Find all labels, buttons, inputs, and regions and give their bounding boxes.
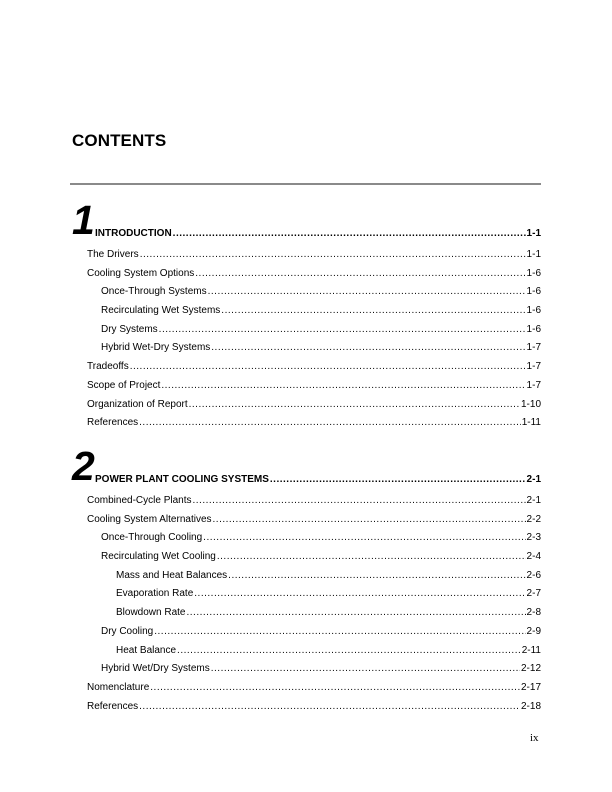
chapter-page: 2-1 xyxy=(526,474,541,485)
dot-leader xyxy=(195,269,525,279)
dot-leader xyxy=(130,362,526,372)
dot-leader xyxy=(139,418,521,428)
dot-leader xyxy=(186,608,525,618)
dot-leader xyxy=(140,250,526,260)
chapter-heading xyxy=(72,197,541,243)
entry-label: Once-Through Systems xyxy=(101,286,207,298)
entry-label: Recirculating Wet Systems xyxy=(101,305,221,317)
entry-page: 1-6 xyxy=(526,286,541,298)
entry-label: Dry Cooling xyxy=(101,625,154,637)
toc-entry[interactable] xyxy=(72,343,541,362)
toc-entry[interactable] xyxy=(72,381,541,400)
dot-leader xyxy=(211,343,525,353)
entry-page: 2-3 xyxy=(526,532,541,544)
dot-leader xyxy=(154,627,525,637)
entry-label: Tradeoffs xyxy=(87,361,129,373)
entry-page: 2-9 xyxy=(526,625,541,637)
entry-label: The Drivers xyxy=(87,249,139,260)
entry-label: Scope of Project xyxy=(87,379,161,391)
toc-entry[interactable] xyxy=(72,608,541,627)
title-divider xyxy=(70,183,541,185)
entry-label: Dry Systems xyxy=(101,323,158,335)
toc-chapter-link[interactable] xyxy=(95,229,541,239)
entry-page: 2-11 xyxy=(521,644,541,656)
entry-label: Cooling System Options xyxy=(87,267,195,279)
entry-page: 1-11 xyxy=(521,417,541,429)
toc-chapter-2 xyxy=(72,443,541,720)
dot-leader xyxy=(213,515,526,525)
toc-entry[interactable] xyxy=(72,250,541,269)
toc-entry[interactable] xyxy=(72,269,541,288)
entry-label: Combined-Cycle Plants xyxy=(87,495,192,506)
entry-label: Recirculating Wet Cooling xyxy=(101,551,216,563)
dot-leader xyxy=(217,552,526,562)
dot-leader xyxy=(270,475,526,485)
entry-label: Hybrid Wet-Dry Systems xyxy=(101,342,211,354)
toc-entry[interactable] xyxy=(72,589,541,608)
toc-chapter-1 xyxy=(72,197,541,437)
page-number: ix xyxy=(530,732,539,744)
toc-entries xyxy=(72,250,541,437)
entry-page: 2-1 xyxy=(526,495,541,506)
toc-entry[interactable] xyxy=(72,306,541,325)
toc-entry[interactable] xyxy=(72,702,541,721)
toc-chapter-link[interactable] xyxy=(95,475,541,485)
page-title: CONTENTS xyxy=(72,131,167,150)
entry-page: 2-12 xyxy=(520,663,541,675)
toc-entry[interactable] xyxy=(72,664,541,683)
toc-entry[interactable] xyxy=(72,571,541,590)
toc-entry[interactable] xyxy=(72,533,541,552)
entry-label: Cooling System Alternatives xyxy=(87,513,212,525)
entry-label: Nomenclature xyxy=(87,681,150,693)
entry-page: 1-10 xyxy=(520,398,541,410)
chapter-title: INTRODUCTION xyxy=(95,228,172,239)
entry-page: 2-17 xyxy=(520,681,541,693)
chapter-title: POWER PLANT COOLING SYSTEMS xyxy=(95,474,269,485)
toc-entry[interactable] xyxy=(72,400,541,419)
dot-leader xyxy=(203,533,525,543)
toc-entry[interactable] xyxy=(72,362,541,381)
toc-entries xyxy=(72,496,541,720)
dot-leader xyxy=(208,287,526,297)
entry-label: References xyxy=(87,417,139,429)
dot-leader xyxy=(150,683,520,693)
entry-label: Hybrid Wet/Dry Systems xyxy=(101,663,210,675)
entry-label: Organization of Report xyxy=(87,398,188,410)
entry-page: 2-2 xyxy=(526,513,541,525)
toc-entry[interactable] xyxy=(72,552,541,571)
chapter-heading xyxy=(72,443,541,489)
entry-label: Once-Through Cooling xyxy=(101,532,203,544)
dot-leader xyxy=(228,571,525,581)
chapter-number: 1 xyxy=(72,197,93,243)
entry-page: 1-1 xyxy=(526,249,541,260)
entry-page: 2-7 xyxy=(526,588,541,600)
toc-entry[interactable] xyxy=(72,287,541,306)
dot-leader xyxy=(221,306,525,316)
entry-page: 2-4 xyxy=(526,551,541,563)
entry-label: Mass and Heat Balances xyxy=(116,569,228,581)
entry-page: 1-6 xyxy=(526,267,541,279)
entry-label: References xyxy=(87,700,139,712)
entry-label: Blowdown Rate xyxy=(116,607,186,619)
toc-entry[interactable] xyxy=(72,325,541,344)
toc-entry[interactable] xyxy=(72,418,541,437)
entry-page: 2-8 xyxy=(526,607,541,619)
toc-entry[interactable] xyxy=(72,646,541,665)
toc-entry[interactable] xyxy=(72,683,541,702)
dot-leader xyxy=(193,496,526,506)
entry-label: Evaporation Rate xyxy=(116,588,194,600)
entry-page: 2-6 xyxy=(526,569,541,581)
toc-entry[interactable] xyxy=(72,627,541,646)
dot-leader xyxy=(173,229,526,239)
chapter-number: 2 xyxy=(72,443,93,489)
dot-leader xyxy=(194,589,525,599)
entry-page: 2-18 xyxy=(520,700,541,712)
chapter-page: 1-1 xyxy=(526,228,541,239)
entry-page: 1-6 xyxy=(526,305,541,317)
toc-entry[interactable] xyxy=(72,515,541,534)
toc-entry[interactable] xyxy=(72,496,541,515)
entry-label: Heat Balance xyxy=(116,644,177,656)
entry-page: 1-7 xyxy=(526,361,541,373)
dot-leader xyxy=(139,702,520,712)
entry-page: 1-7 xyxy=(526,379,541,391)
dot-leader xyxy=(159,325,526,335)
entry-page: 1-7 xyxy=(526,342,541,354)
entry-page: 1-6 xyxy=(526,323,541,335)
dot-leader xyxy=(211,664,520,674)
dot-leader xyxy=(189,400,520,410)
dot-leader xyxy=(161,381,525,391)
dot-leader xyxy=(177,646,521,656)
